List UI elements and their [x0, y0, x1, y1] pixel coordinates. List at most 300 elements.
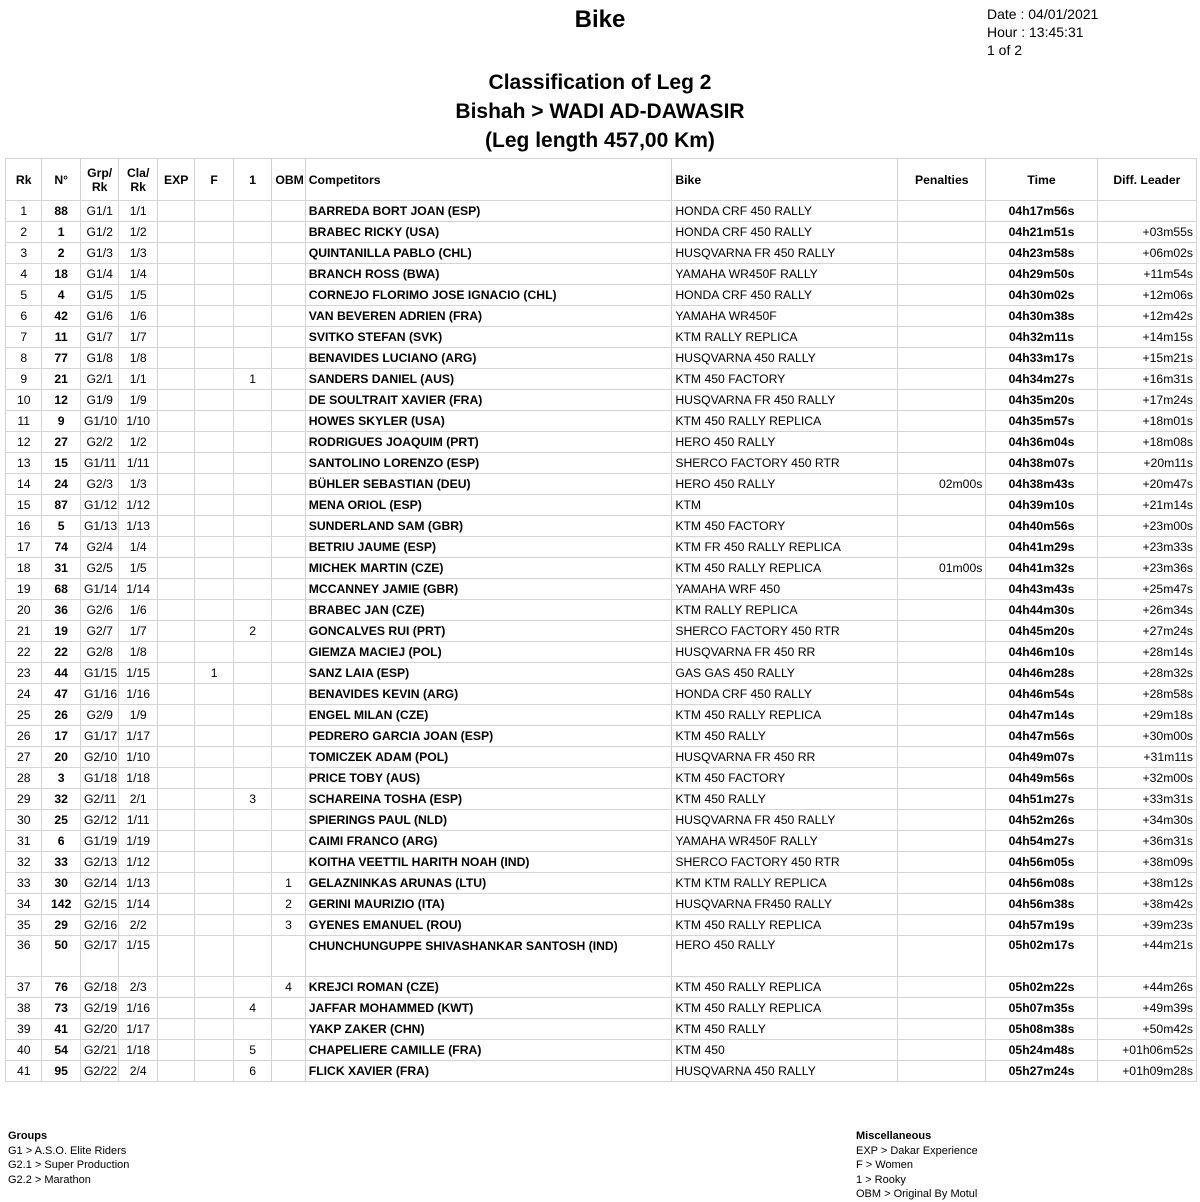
table-row — [6, 516, 1197, 537]
number-cell: 15 — [42, 453, 80, 474]
exp-cell — [157, 977, 194, 998]
rank-cell: 41 — [6, 1061, 42, 1082]
table-row — [6, 810, 1197, 831]
table-row — [6, 600, 1197, 621]
classification-heading — [0, 68, 1200, 155]
rank-cell: 13 — [6, 453, 42, 474]
bike-cell: KTM 450 RALLY REPLICA — [672, 705, 898, 726]
group-rank-cell: G1/4 — [80, 264, 118, 285]
bike-cell: SHERCO FACTORY 450 RTR — [672, 453, 898, 474]
class-rank-cell: 1/16 — [119, 998, 157, 1019]
women-cell — [195, 684, 233, 705]
time-cell: 04h54m27s — [986, 831, 1097, 852]
class-rank-cell: 1/1 — [119, 201, 157, 222]
col-header-f: F — [195, 159, 233, 201]
class-rank-cell: 2/3 — [119, 977, 157, 998]
obm-cell — [272, 1019, 305, 1040]
class-rank-cell: 1/6 — [119, 306, 157, 327]
competitor-cell: GERINI MAURIZIO (ITA) — [305, 894, 672, 915]
rooky-cell — [233, 201, 271, 222]
exp-cell — [157, 684, 194, 705]
table-row — [6, 789, 1197, 810]
obm-cell — [272, 222, 305, 243]
diff-leader-cell — [1097, 201, 1196, 222]
group-rank-cell: G2/18 — [80, 977, 118, 998]
table-row — [6, 1040, 1197, 1061]
obm-cell — [272, 432, 305, 453]
exp-cell — [157, 411, 194, 432]
women-cell — [195, 977, 233, 998]
diff-leader-cell: +30m00s — [1097, 726, 1196, 747]
competitor-cell: CHAPELIERE CAMILLE (FRA) — [305, 1040, 672, 1061]
class-rank-cell: 1/17 — [119, 726, 157, 747]
rank-cell: 24 — [6, 684, 42, 705]
exp-cell — [157, 1061, 194, 1082]
exp-cell — [157, 474, 194, 495]
rooky-cell — [233, 810, 271, 831]
diff-leader-cell: +38m42s — [1097, 894, 1196, 915]
table-row — [6, 726, 1197, 747]
group-rank-cell: G1/7 — [80, 327, 118, 348]
table-row — [6, 327, 1197, 348]
time-cell: 04h44m30s — [986, 600, 1097, 621]
obm-cell — [272, 831, 305, 852]
bike-cell: KTM KTM RALLY REPLICA — [672, 873, 898, 894]
number-cell: 1 — [42, 222, 80, 243]
rooky-cell — [233, 264, 271, 285]
competitor-cell: BRABEC RICKY (USA) — [305, 222, 672, 243]
number-cell: 95 — [42, 1061, 80, 1082]
number-cell: 47 — [42, 684, 80, 705]
exp-cell — [157, 726, 194, 747]
penalties-cell — [898, 726, 986, 747]
competitor-cell: GONCALVES RUI (PRT) — [305, 621, 672, 642]
rooky-cell — [233, 285, 271, 306]
penalties-cell: 02m00s — [898, 474, 986, 495]
class-rank-cell: 1/2 — [119, 432, 157, 453]
time-cell: 04h49m56s — [986, 768, 1097, 789]
table-row — [6, 977, 1197, 998]
women-cell — [195, 894, 233, 915]
rank-cell: 38 — [6, 998, 42, 1019]
rooky-cell — [233, 977, 271, 998]
rank-cell: 2 — [6, 222, 42, 243]
women-cell — [195, 327, 233, 348]
obm-cell: 4 — [272, 977, 305, 998]
group-rank-cell: G2/9 — [80, 705, 118, 726]
competitor-cell: ENGEL MILAN (CZE) — [305, 705, 672, 726]
time-cell: 04h47m14s — [986, 705, 1097, 726]
penalties-cell — [898, 495, 986, 516]
table-row — [6, 894, 1197, 915]
group-rank-cell: G2/10 — [80, 747, 118, 768]
diff-leader-cell: +23m00s — [1097, 516, 1196, 537]
women-cell — [195, 516, 233, 537]
exp-cell — [157, 327, 194, 348]
obm-cell — [272, 747, 305, 768]
bike-cell: KTM 450 RALLY — [672, 1019, 898, 1040]
women-cell — [195, 936, 233, 977]
class-rank-cell: 1/11 — [119, 810, 157, 831]
group-rank-cell: G1/10 — [80, 411, 118, 432]
table-row — [6, 998, 1197, 1019]
group-rank-cell: G2/12 — [80, 810, 118, 831]
obm-cell — [272, 768, 305, 789]
rank-cell: 14 — [6, 474, 42, 495]
rank-cell: 12 — [6, 432, 42, 453]
number-cell: 4 — [42, 285, 80, 306]
competitor-cell: HOWES SKYLER (USA) — [305, 411, 672, 432]
number-cell: 42 — [42, 306, 80, 327]
rank-cell: 37 — [6, 977, 42, 998]
rank-cell: 9 — [6, 369, 42, 390]
time-cell: 04h47m56s — [986, 726, 1097, 747]
class-rank-cell: 1/8 — [119, 348, 157, 369]
rooky-cell — [233, 411, 271, 432]
exp-cell — [157, 810, 194, 831]
table-row — [6, 243, 1197, 264]
diff-leader-cell: +25m47s — [1097, 579, 1196, 600]
competitor-cell: SPIERINGS PAUL (NLD) — [305, 810, 672, 831]
exp-cell — [157, 1019, 194, 1040]
table-row — [6, 621, 1197, 642]
exp-cell — [157, 873, 194, 894]
exp-cell — [157, 705, 194, 726]
time-cell: 04h49m07s — [986, 747, 1097, 768]
obm-cell — [272, 558, 305, 579]
groups-legend-item: G2.1 > Super Production — [8, 1159, 130, 1171]
women-cell — [195, 306, 233, 327]
number-cell: 3 — [42, 768, 80, 789]
bike-cell: KTM 450 FACTORY — [672, 369, 898, 390]
route-title: Bishah > WADI AD-DAWASIR — [455, 100, 745, 123]
penalties-cell — [898, 537, 986, 558]
misc-legend-item: EXP > Dakar Experience — [856, 1144, 978, 1157]
bike-cell: HUSQVARNA FR 450 RALLY — [672, 810, 898, 831]
table-row — [6, 747, 1197, 768]
obm-cell — [272, 789, 305, 810]
time-cell: 05h24m48s — [986, 1040, 1097, 1061]
diff-leader-cell: +14m15s — [1097, 327, 1196, 348]
women-cell — [195, 432, 233, 453]
bike-cell: KTM FR 450 RALLY REPLICA — [672, 537, 898, 558]
number-cell: 18 — [42, 264, 80, 285]
rank-cell: 10 — [6, 390, 42, 411]
women-cell — [195, 600, 233, 621]
competitor-cell: RODRIGUES JOAQUIM (PRT) — [305, 432, 672, 453]
penalties-cell — [898, 831, 986, 852]
rooky-cell — [233, 516, 271, 537]
time-cell: 04h17m56s — [986, 201, 1097, 222]
exp-cell — [157, 516, 194, 537]
bike-cell: YAMAHA WRF 450 — [672, 579, 898, 600]
obm-cell — [272, 852, 305, 873]
class-rank-cell: 1/7 — [119, 621, 157, 642]
competitor-cell: SCHAREINA TOSHA (ESP) — [305, 789, 672, 810]
obm-cell — [272, 369, 305, 390]
rank-cell: 32 — [6, 852, 42, 873]
rooky-cell: 5 — [233, 1040, 271, 1061]
classification-title: Classification of Leg 2 — [488, 71, 712, 94]
women-cell — [195, 264, 233, 285]
women-cell — [195, 453, 233, 474]
number-cell: 9 — [42, 411, 80, 432]
class-rank-cell: 1/13 — [119, 873, 157, 894]
diff-leader-cell: +15m21s — [1097, 348, 1196, 369]
misc-legend — [856, 1129, 978, 1202]
diff-leader-cell: +27m24s — [1097, 621, 1196, 642]
number-cell: 32 — [42, 789, 80, 810]
obm-cell — [272, 663, 305, 684]
rank-cell: 15 — [6, 495, 42, 516]
group-rank-cell: G1/16 — [80, 684, 118, 705]
table-row — [6, 705, 1197, 726]
bike-cell: HUSQVARNA FR 450 RR — [672, 747, 898, 768]
obm-cell — [272, 1061, 305, 1082]
penalties-cell — [898, 369, 986, 390]
rooky-cell — [233, 327, 271, 348]
penalties-cell — [898, 600, 986, 621]
results-body — [6, 201, 1197, 1082]
group-rank-cell: G2/2 — [80, 432, 118, 453]
rank-cell: 34 — [6, 894, 42, 915]
class-rank-cell: 1/5 — [119, 285, 157, 306]
penalties-cell — [898, 264, 986, 285]
women-cell — [195, 915, 233, 936]
number-cell: 6 — [42, 831, 80, 852]
competitor-cell: PRICE TOBY (AUS) — [305, 768, 672, 789]
rooky-cell — [233, 537, 271, 558]
exp-cell — [157, 201, 194, 222]
bike-cell: KTM 450 RALLY — [672, 726, 898, 747]
bike-cell: KTM 450 RALLY REPLICA — [672, 977, 898, 998]
number-cell: 31 — [42, 558, 80, 579]
table-row — [6, 642, 1197, 663]
class-rank-cell: 1/15 — [119, 936, 157, 977]
obm-cell — [272, 1040, 305, 1061]
penalties-cell — [898, 306, 986, 327]
rank-cell: 28 — [6, 768, 42, 789]
report-date: Date : 04/01/2021 — [987, 6, 1099, 22]
bike-cell: HUSQVARNA FR450 RALLY — [672, 894, 898, 915]
diff-leader-cell: +28m58s — [1097, 684, 1196, 705]
group-rank-cell: G2/16 — [80, 915, 118, 936]
rooky-cell — [233, 684, 271, 705]
number-cell: 29 — [42, 915, 80, 936]
group-rank-cell: G2/5 — [80, 558, 118, 579]
number-cell: 12 — [42, 390, 80, 411]
misc-legend-item: F > Women — [856, 1159, 913, 1171]
diff-leader-cell: +01h06m52s — [1097, 1040, 1196, 1061]
table-row — [6, 1019, 1197, 1040]
table-row — [6, 684, 1197, 705]
rank-cell: 21 — [6, 621, 42, 642]
competitor-cell: SANDERS DANIEL (AUS) — [305, 369, 672, 390]
diff-leader-cell: +01h09m28s — [1097, 1061, 1196, 1082]
rooky-cell: 1 — [233, 369, 271, 390]
exp-cell — [157, 390, 194, 411]
women-cell — [195, 831, 233, 852]
rank-cell: 8 — [6, 348, 42, 369]
diff-leader-cell: +32m00s — [1097, 768, 1196, 789]
obm-cell — [272, 348, 305, 369]
table-row — [6, 831, 1197, 852]
penalties-cell — [898, 579, 986, 600]
rank-cell: 17 — [6, 537, 42, 558]
rooky-cell — [233, 873, 271, 894]
women-cell — [195, 558, 233, 579]
competitor-cell: YAKP ZAKER (CHN) — [305, 1019, 672, 1040]
competitor-cell: MENA ORIOL (ESP) — [305, 495, 672, 516]
rooky-cell — [233, 642, 271, 663]
misc-legend-item: 1 > Rooky — [856, 1173, 906, 1186]
table-row — [6, 768, 1197, 789]
group-rank-cell: G2/14 — [80, 873, 118, 894]
obm-cell — [272, 306, 305, 327]
group-rank-cell: G1/19 — [80, 831, 118, 852]
rank-cell: 31 — [6, 831, 42, 852]
competitor-cell: MCCANNEY JAMIE (GBR) — [305, 579, 672, 600]
time-cell: 04h36m04s — [986, 432, 1097, 453]
exp-cell — [157, 600, 194, 621]
rooky-cell — [233, 558, 271, 579]
diff-leader-cell: +03m55s — [1097, 222, 1196, 243]
penalties-cell — [898, 977, 986, 998]
class-rank-cell: 1/4 — [119, 264, 157, 285]
rooky-cell — [233, 306, 271, 327]
time-cell: 04h35m20s — [986, 390, 1097, 411]
class-rank-cell: 1/14 — [119, 579, 157, 600]
table-row — [6, 537, 1197, 558]
diff-leader-cell: +34m30s — [1097, 810, 1196, 831]
group-rank-cell: G1/3 — [80, 243, 118, 264]
obm-cell — [272, 705, 305, 726]
number-cell: 11 — [42, 327, 80, 348]
competitor-cell: MICHEK MARTIN (CZE) — [305, 558, 672, 579]
exp-cell — [157, 285, 194, 306]
rooky-cell — [233, 852, 271, 873]
competitor-cell: BETRIU JAUME (ESP) — [305, 537, 672, 558]
penalties-cell — [898, 894, 986, 915]
competitor-cell: CHUNCHUNGUPPE SHIVASHANKAR SANTOSH (IND) — [305, 936, 672, 977]
obm-cell — [272, 243, 305, 264]
rank-cell: 39 — [6, 1019, 42, 1040]
women-cell — [195, 1061, 233, 1082]
diff-leader-cell: +26m34s — [1097, 600, 1196, 621]
penalties-cell — [898, 852, 986, 873]
exp-cell — [157, 747, 194, 768]
time-cell: 04h38m07s — [986, 453, 1097, 474]
bike-cell: HERO 450 RALLY — [672, 936, 898, 977]
exp-cell — [157, 915, 194, 936]
groups-legend-item: G2.2 > Marathon — [8, 1173, 91, 1186]
competitor-cell: CORNEJO FLORIMO JOSE IGNACIO (CHL) — [305, 285, 672, 306]
bike-cell: HONDA CRF 450 RALLY — [672, 684, 898, 705]
bike-cell: HERO 450 RALLY — [672, 432, 898, 453]
exp-cell — [157, 453, 194, 474]
penalties-cell — [898, 789, 986, 810]
diff-leader-cell: +11m54s — [1097, 264, 1196, 285]
exp-cell — [157, 663, 194, 684]
class-rank-cell: 1/13 — [119, 516, 157, 537]
number-cell: 27 — [42, 432, 80, 453]
group-rank-cell: G1/8 — [80, 348, 118, 369]
penalties-cell — [898, 810, 986, 831]
competitor-cell: JAFFAR MOHAMMED (KWT) — [305, 998, 672, 1019]
exp-cell — [157, 1040, 194, 1061]
time-cell: 04h33m17s — [986, 348, 1097, 369]
bike-cell: HONDA CRF 450 RALLY — [672, 285, 898, 306]
bike-cell: SHERCO FACTORY 450 RTR — [672, 852, 898, 873]
rooky-cell — [233, 747, 271, 768]
obm-cell — [272, 201, 305, 222]
class-rank-cell: 1/3 — [119, 474, 157, 495]
group-rank-cell: G2/8 — [80, 642, 118, 663]
rank-cell: 6 — [6, 306, 42, 327]
diff-leader-cell: +21m14s — [1097, 495, 1196, 516]
rank-cell: 35 — [6, 915, 42, 936]
women-cell — [195, 243, 233, 264]
competitor-cell: GELAZNINKAS ARUNAS (LTU) — [305, 873, 672, 894]
class-rank-cell: 1/10 — [119, 747, 157, 768]
class-rank-cell: 1/5 — [119, 558, 157, 579]
group-rank-cell: G2/3 — [80, 474, 118, 495]
group-rank-cell: G2/20 — [80, 1019, 118, 1040]
competitor-cell: SVITKO STEFAN (SVK) — [305, 327, 672, 348]
table-row — [6, 1061, 1197, 1082]
time-cell: 04h56m38s — [986, 894, 1097, 915]
diff-leader-cell: +50m42s — [1097, 1019, 1196, 1040]
exp-cell — [157, 936, 194, 977]
women-cell — [195, 201, 233, 222]
table-row — [6, 264, 1197, 285]
obm-cell — [272, 474, 305, 495]
diff-leader-cell: +12m06s — [1097, 285, 1196, 306]
time-cell: 05h07m35s — [986, 998, 1097, 1019]
rank-cell: 18 — [6, 558, 42, 579]
exp-cell — [157, 348, 194, 369]
women-cell — [195, 789, 233, 810]
class-rank-cell: 1/14 — [119, 894, 157, 915]
group-rank-cell: G1/13 — [80, 516, 118, 537]
diff-leader-cell: +20m11s — [1097, 453, 1196, 474]
class-rank-cell: 1/6 — [119, 600, 157, 621]
competitor-cell: TOMICZEK ADAM (POL) — [305, 747, 672, 768]
table-row — [6, 873, 1197, 894]
penalties-cell — [898, 1040, 986, 1061]
class-rank-cell: 1/1 — [119, 369, 157, 390]
diff-leader-cell: +44m26s — [1097, 977, 1196, 998]
diff-leader-cell: +39m23s — [1097, 915, 1196, 936]
penalties-cell — [898, 873, 986, 894]
women-cell — [195, 495, 233, 516]
time-cell: 04h43m43s — [986, 579, 1097, 600]
competitor-cell: SANZ LAIA (ESP) — [305, 663, 672, 684]
group-rank-cell: G2/15 — [80, 894, 118, 915]
time-cell: 04h30m38s — [986, 306, 1097, 327]
time-cell: 05h02m17s — [986, 936, 1097, 977]
rooky-cell — [233, 243, 271, 264]
table-row — [6, 579, 1197, 600]
bike-cell: KTM RALLY REPLICA — [672, 327, 898, 348]
number-cell: 36 — [42, 600, 80, 621]
women-cell — [195, 768, 233, 789]
bike-cell: KTM 450 RALLY REPLICA — [672, 558, 898, 579]
rooky-cell — [233, 894, 271, 915]
rank-cell: 4 — [6, 264, 42, 285]
diff-leader-cell: +23m33s — [1097, 537, 1196, 558]
obm-cell — [272, 579, 305, 600]
